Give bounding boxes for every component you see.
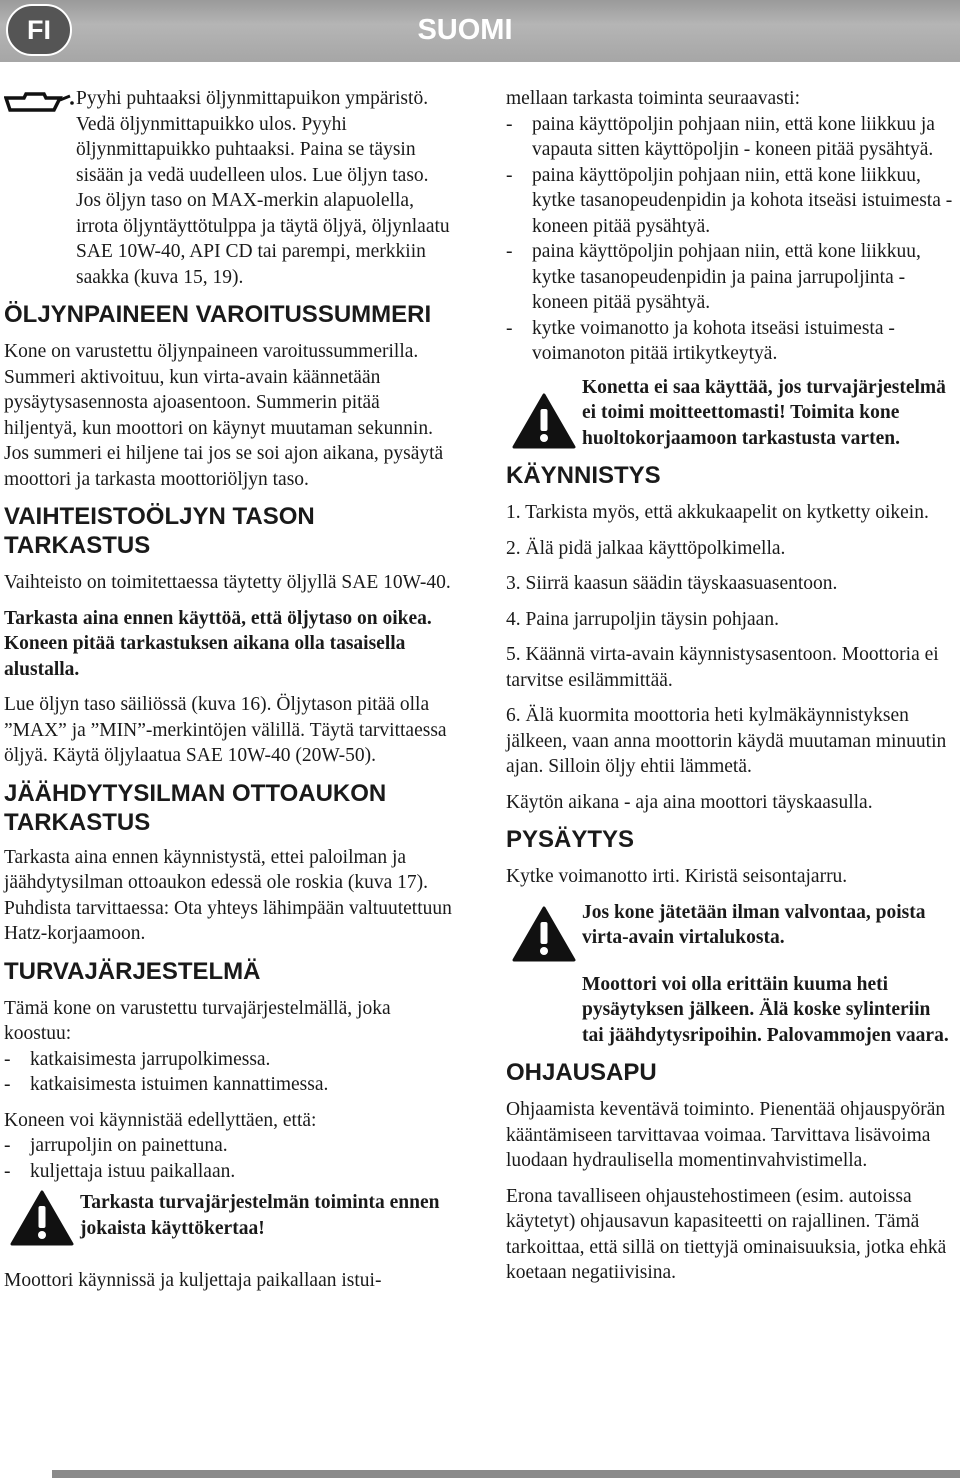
heading-starting: KÄYNNISTYS <box>506 462 661 489</box>
start-step: 4. Paina jarrupoljin täysin pohjaan. <box>506 608 779 630</box>
stop-warning-key-text: Jos kone jätetään ilman valvontaa, poista virta-avain virtalukosta. <box>582 901 926 948</box>
cooling-air-text: Tarkasta aina ennen käynnistystä, ettei paloilman ja jäähdytysilman ottoaukon edessä ole roskia (kuva 17). Puhdista tarvittaessa: Ota yhteys lähimpään valtuutettuun Hatz-korjaamoon. <box>4 846 452 944</box>
heading-cooling-air-intake: JÄÄHDYTYSILMAN OTTOAUKON TARKASTUS <box>4 779 387 836</box>
start-note: Käytön aikana - aja aina moottori täyskaasulla. <box>506 791 873 813</box>
list-item: - kuljettaja istuu paikallaan. <box>4 1160 236 1182</box>
left-column <box>4 86 456 1294</box>
list-item: - jarrupoljin on painettuna. <box>4 1135 228 1156</box>
hot-engine-warning-text: Moottori voi olla erittäin kuuma heti pysäytyksen jälkeen. Älä koske sylinteriin tai jäähdytysripoihin. Palovammojen vaara. <box>582 973 949 1046</box>
dipstick-instructions: Pyyhi puhtaaksi öljynmittapuikon ympäristö. Vedä öljynmittapuikko ulos. Pyyhi öljynmittapuikko puhtaaksi. Paina se täysin sisään ja vedä uudelleen ulos. Lue öljyn taso. Jos öljyn taso on MAX-merkin alapuolella, irrota öljyntäyttötulppa ja täytä öljyä, öljynlaatu SAE 10W-40, API CD tai parempi, merkkiin saakka (kuva 15, 19). <box>76 88 450 288</box>
start-step: 3. Siirrä kaasun säädin täyskaasuasentoon. <box>506 573 838 594</box>
page-language-title: SUOMI <box>417 14 513 46</box>
heading-safety-system: TURVAJÄRJESTELMÄ <box>4 957 261 985</box>
language-badge: FI <box>6 4 72 56</box>
list-item: - paina käyttöpoljin pohjaan niin, että kone liikkuu ja vapauta sitten käyttöpoljin - koneen pitää pysähtyä. <box>506 113 935 160</box>
list-item: - paina käyttöpoljin pohjaan niin, että kone liikkuu, kytke tasanopeudenpidin ja kohota itseäsi istuimesta - koneen pitää pysähtyä. <box>506 164 953 237</box>
list-item: - katkaisimesta jarrupolkimessa. <box>4 1048 271 1070</box>
start-step: 5. Käännä virta-avain käynnistysasentoon. Moottoria ei tarvitse esilämmittää. <box>506 644 939 691</box>
operation-warning-box <box>506 375 956 452</box>
steering-text-1: Ohjaamista keventävä toiminto. Pienentää ohjauspyörän kääntämiseen tarvittavaa voimaa. Tarvittava lisävoima luodaan hydraulisella momentinvahvistimella. <box>506 1099 946 1171</box>
stop-warning-box <box>506 900 956 962</box>
warning-triangle-icon <box>506 393 582 449</box>
heading-gear-oil-check: VAIHTEISTOÖLJYN TASON TARKASTUS <box>4 503 315 559</box>
right-column <box>506 86 956 1286</box>
gear-oil-text-2: Lue öljyn taso säiliössä (kuva 16). Öljytason pitää olla ”MAX” ja ”MIN”-merkintöjen välillä. Täytä tarvittaessa öljyä. Käytä öljylaatua SAE 10W-40 (20W-50). <box>4 694 447 766</box>
stop-text: Kytke voimanotto irti. Kiristä seisontajarru. <box>506 866 848 887</box>
warning-triangle-icon <box>4 1190 80 1246</box>
hot-engine-warning-box <box>506 972 956 1049</box>
header-bar <box>0 0 960 62</box>
start-step: 2. Älä pidä jalkaa käyttöpolkimella. <box>506 537 786 559</box>
safety-warning-box <box>4 1190 456 1246</box>
heading-oil-pressure-buzzer: ÖLJYNPAINEEN VAROITUSSUMMERI <box>4 301 432 328</box>
warning-triangle-icon <box>506 906 582 962</box>
safety-warning-text: Tarkasta turvajärjestelmän toiminta ennen jokaista käyttökertaa! <box>80 1192 440 1239</box>
safety-system-text: Tämä kone on varustettu turvajärjestelmällä, joka koostuu: <box>4 997 391 1044</box>
gear-oil-text-1: Vaihteisto on toimitettaessa täytetty öljyllä SAE 10W-40. <box>4 572 451 593</box>
operation-warning-text: Konetta ei saa käyttää, jos turvajärjestelmä ei toimi moitteettomasti! Toimita kone huoltokorjaamoon tarkastusta varten. <box>582 376 946 449</box>
start-step: 6. Älä kuormita moottoria heti kylmäkäynnistyksen jälkeen, vaan anna moottorin käydä muutaman minuutin ajan. Silloin öljy ehtii lämmetä. <box>506 705 947 777</box>
oil-dipstick-section <box>4 86 456 290</box>
oil-dipstick-icon <box>4 90 76 116</box>
heading-power-steering: OHJAUSAPU <box>506 1059 657 1086</box>
list-item: - paina käyttöpoljin pohjaan niin, että kone liikkuu, kytke tasanopeudenpidin ja paina jarrupoljinta - koneen pitää pysähtyä. <box>506 241 921 313</box>
list-item: - katkaisimesta istuimen kannattimessa. <box>4 1074 329 1095</box>
continued-text: mellaan tarkasta toiminta seuraavasti: <box>506 88 801 109</box>
oil-pressure-text: Kone on varustettu öljynpaineen varoitussummerilla. Summeri aktivoituu, kun virta-avain käännetään pysäytysasennosta ajoasentoon. Summerin pitää hiljentyä, kun moottori on käynyt muutaman sekunnin. Jos summeri ei hiljene tai jos se soi ajon aikana, pysäytä moottori ja tarkasta moottoriöljyn taso. <box>4 341 444 490</box>
start-step: 1. Tarkista myös, että akkukaapelit on kytketty oikein. <box>506 502 929 523</box>
left-bottom-text: Moottori käynnissä ja kuljettaja paikallaan istui- <box>4 1270 382 1291</box>
footer-rule <box>52 1470 960 1478</box>
steering-text-2: Erona tavalliseen ohjaustehostimeen (esim. autoissa käytetyt) ohjausavun kapasiteetti on rajallinen. Tämä tarkoittaa, että sillä on tiettyjä ominaisuuksia, jotka ehkä koetaan negatiivisina. <box>506 1185 947 1283</box>
list-item: - kytke voimanotto ja kohota itseäsi istuimesta - voimanoton pitää irtikytkeytyä. <box>506 317 895 364</box>
gear-oil-bold-notice: Tarkasta aina ennen käyttöä, että öljytaso on oikea. Koneen pitää tarkastuksen aikana olla tasaisella alustalla. <box>4 607 432 680</box>
heading-stopping: PYSÄYTYS <box>506 826 635 853</box>
start-condition-text: Koneen voi käynnistää edellyttäen, että: <box>4 1109 317 1131</box>
